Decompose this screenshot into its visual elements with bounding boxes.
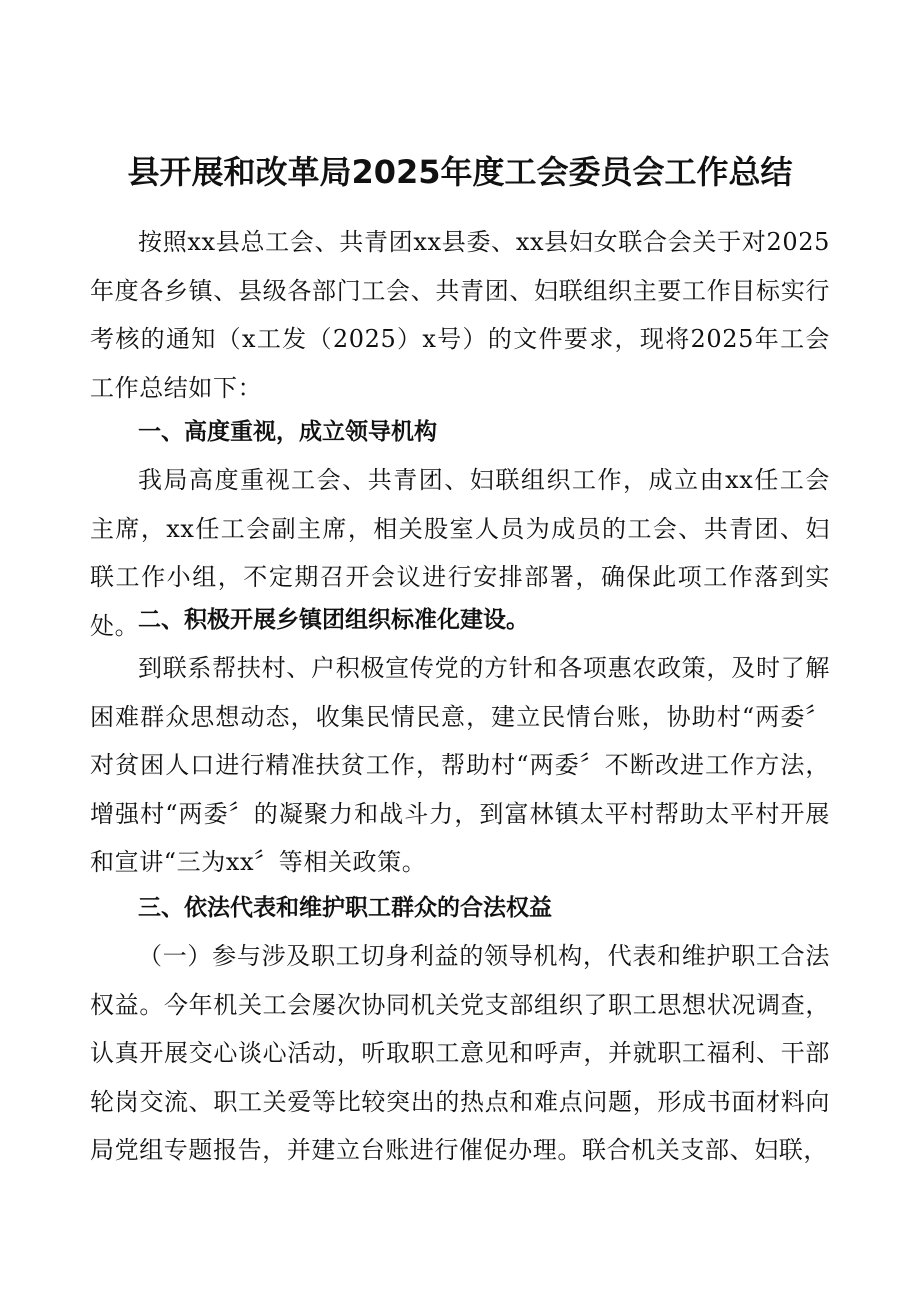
intro-paragraph: 按照xx县总工会、共青团xx县委、xx县妇女联合会关于对2025年度各乡镇、县级各部门工会、共青团、妇联组织主要工作目标实行考核的通知（x工发（2025）x号）的文件要求，现将2025年工会工作总结如下： — [90, 228, 830, 402]
section-2-heading: 二、积极开展乡镇团组织标准化建设。 — [138, 607, 529, 633]
section-3-body: （一）参与涉及职工切身利益的领导机构，代表和维护职工合法权益。今年机关工会屡次协同机关党支部组织了职工思想状况调查，认真开展交心谈心活动，听取职工意见和呼声，并就职工福利、干部轮岗交流、职工关爱等比较突出的热点和难点问题，形成书面材料向局党组专题报告，并建立台账进行催促办理。联合机关支部、妇联， — [90, 942, 830, 1164]
section-3-heading: 三、依法代表和维护职工群众的合法权益 — [138, 895, 552, 921]
section-1-body: 我局高度重视工会、共青团、妇联组织工作，成立由xx任工会主席，xx任工会副主席，相关股室人员为成员的工会、共青团、妇联工作小组，不定期召开会议进行安排部署，确保此项工作落到实处。 — [90, 466, 830, 640]
section-2-body: 到联系帮扶村、户积极宣传党的方针和各项惠农政策，及时了解困难群众思想动态，收集民情民意，建立民情台账，协助村“两委〞对贫困人口进行精准扶贫工作，帮助村“两委〞不断改进工作方法，增强村“两委〞的凝聚力和战斗力，到富林镇太平村帮助太平村开展和宣讲“三为xx〞等相关政策。 — [90, 654, 830, 876]
document-title: 县开展和改革局2025年度工会委员会工作总结 — [127, 153, 793, 191]
section-1-heading: 一、高度重视，成立领导机构 — [138, 419, 437, 445]
